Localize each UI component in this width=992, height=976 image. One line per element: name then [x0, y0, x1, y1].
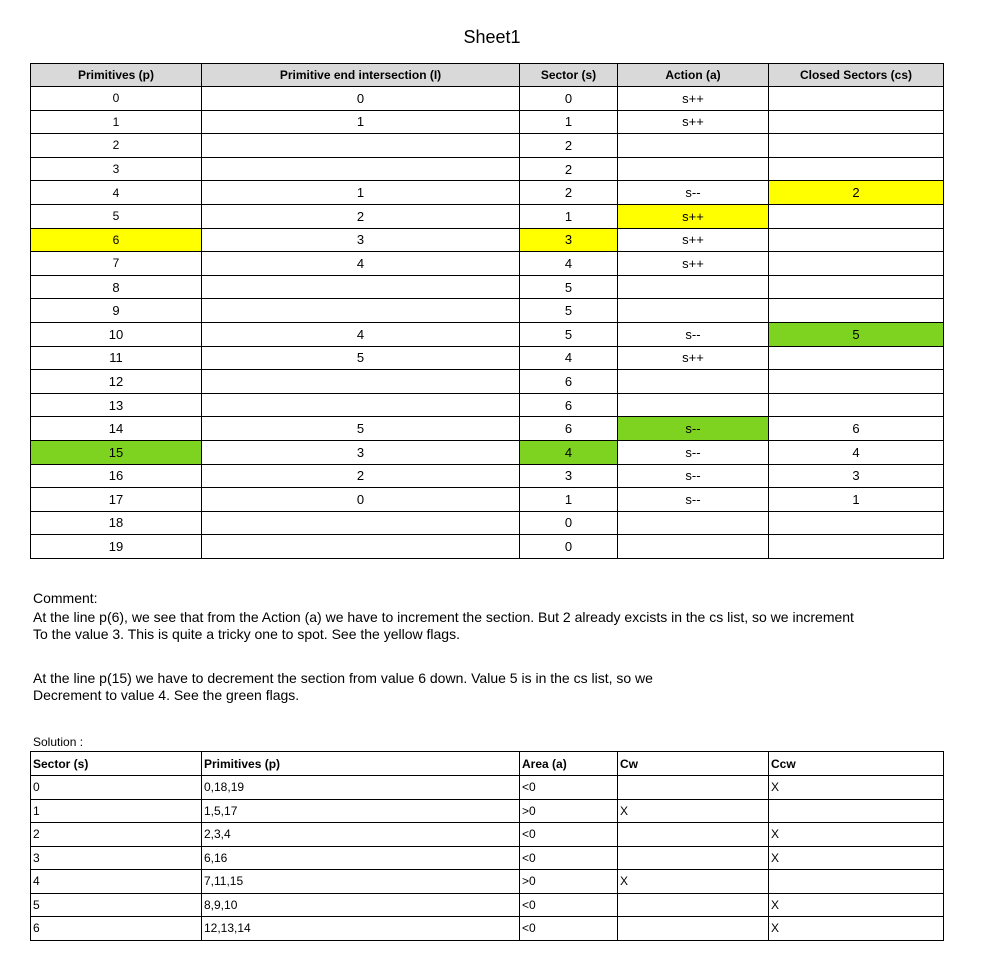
- cell-intersection: [202, 535, 520, 559]
- table-row: [31, 511, 944, 535]
- cell-primitive: 13: [31, 393, 202, 417]
- comment-heading: Comment:: [33, 590, 98, 606]
- sol-cell-area: <0: [520, 917, 618, 941]
- cell-intersection: 0: [202, 87, 520, 111]
- cell-closed-sector: 4: [769, 440, 944, 464]
- sol-cell-area: <0: [520, 776, 618, 800]
- cell-action: s--: [618, 464, 769, 488]
- cell-sector: 5: [520, 322, 618, 346]
- cell-sector: 5: [520, 299, 618, 323]
- cell-action: s++: [618, 204, 769, 228]
- sol-cell-area: >0: [520, 799, 618, 823]
- cell-primitive: 4: [31, 181, 202, 205]
- cell-sector: 1: [520, 488, 618, 512]
- cell-primitive: 18: [31, 511, 202, 535]
- cell-primitive: 15: [31, 440, 202, 464]
- cell-closed-sector: [769, 110, 944, 134]
- cell-closed-sector: [769, 228, 944, 252]
- cell-intersection: 3: [202, 440, 520, 464]
- sol-cell-area: >0: [520, 870, 618, 894]
- cell-intersection: 2: [202, 464, 520, 488]
- cell-action: s--: [618, 488, 769, 512]
- sol-header-cw: Cw: [618, 752, 769, 776]
- comment-p2-line1: At the line p(15) we have to decrement the section from value 6 down. Value 5 is in the cs list, so we: [33, 670, 653, 686]
- cell-intersection: 2: [202, 204, 520, 228]
- sol-cell-cw: [618, 893, 769, 917]
- cell-closed-sector: [769, 87, 944, 111]
- cell-action: s++: [618, 252, 769, 276]
- cell-action: s++: [618, 228, 769, 252]
- comment-p2-line2: Decrement to value 4. See the green flags.: [33, 687, 300, 703]
- cell-primitive: 6: [31, 228, 202, 252]
- sol-cell-sector: 5: [31, 893, 202, 917]
- sol-header-area: Area (a): [520, 752, 618, 776]
- cell-closed-sector: [769, 252, 944, 276]
- table-row: [31, 870, 944, 894]
- table-row: [31, 464, 944, 488]
- cell-sector: 0: [520, 87, 618, 111]
- cell-primitive: 0: [31, 87, 202, 111]
- table-row: [31, 299, 944, 323]
- table-row: [31, 846, 944, 870]
- cell-intersection: [202, 511, 520, 535]
- primitives-table: [30, 63, 944, 559]
- sol-cell-sector: 3: [31, 846, 202, 870]
- table-row: [31, 134, 944, 158]
- cell-intersection: [202, 299, 520, 323]
- sol-cell-sector: 6: [31, 917, 202, 941]
- table-row: [31, 488, 944, 512]
- table-row: [31, 893, 944, 917]
- sol-cell-area: <0: [520, 823, 618, 847]
- cell-primitive: 12: [31, 370, 202, 394]
- cell-sector: 3: [520, 228, 618, 252]
- cell-closed-sector: [769, 157, 944, 181]
- cell-intersection: [202, 275, 520, 299]
- comment-p1-line1: At the line p(6), we see that from the Action (a) we have to increment the section. But 2 already excists in the cs list, so we increment: [33, 609, 854, 625]
- sol-cell-cw: [618, 776, 769, 800]
- cell-intersection: 0: [202, 488, 520, 512]
- cell-intersection: 5: [202, 417, 520, 441]
- cell-sector: 6: [520, 370, 618, 394]
- cell-closed-sector: [769, 275, 944, 299]
- cell-action: s--: [618, 440, 769, 464]
- cell-primitive: 5: [31, 204, 202, 228]
- cell-sector: 6: [520, 417, 618, 441]
- sol-cell-sector: 2: [31, 823, 202, 847]
- table-row: [31, 204, 944, 228]
- table-row: [31, 417, 944, 441]
- table-row: [31, 322, 944, 346]
- table-row: [31, 393, 944, 417]
- sol-cell-area: <0: [520, 846, 618, 870]
- sol-cell-ccw: X: [769, 917, 944, 941]
- cell-action: [618, 535, 769, 559]
- cell-sector: 2: [520, 181, 618, 205]
- cell-action: [618, 157, 769, 181]
- cell-primitive: 9: [31, 299, 202, 323]
- sol-cell-ccw: X: [769, 823, 944, 847]
- cell-closed-sector: [769, 134, 944, 158]
- cell-sector: 2: [520, 134, 618, 158]
- solution-table: [30, 751, 944, 941]
- sol-cell-cw: [618, 823, 769, 847]
- cell-primitive: 17: [31, 488, 202, 512]
- sol-cell-primitives: 6,16: [202, 846, 520, 870]
- table-row: [31, 370, 944, 394]
- sol-cell-sector: 0: [31, 776, 202, 800]
- header-action: Action (a): [618, 64, 769, 87]
- sol-cell-sector: 4: [31, 870, 202, 894]
- header-sector: Sector (s): [520, 64, 618, 87]
- cell-action: [618, 370, 769, 394]
- cell-primitive: 16: [31, 464, 202, 488]
- sol-cell-cw: X: [618, 870, 769, 894]
- cell-action: [618, 134, 769, 158]
- table-row: [31, 776, 944, 800]
- cell-primitive: 2: [31, 134, 202, 158]
- cell-action: [618, 299, 769, 323]
- cell-action: s--: [618, 417, 769, 441]
- cell-action: s++: [618, 346, 769, 370]
- table-row: [31, 157, 944, 181]
- sol-cell-sector: 1: [31, 799, 202, 823]
- cell-primitive: 7: [31, 252, 202, 276]
- table-row: [31, 799, 944, 823]
- sol-cell-area: <0: [520, 893, 618, 917]
- cell-intersection: 1: [202, 181, 520, 205]
- header-closed-sectors: Closed Sectors (cs): [769, 64, 944, 87]
- cell-action: s++: [618, 110, 769, 134]
- solution-table-header: [31, 752, 944, 776]
- cell-sector: 4: [520, 252, 618, 276]
- sol-cell-ccw: [769, 799, 944, 823]
- sol-cell-primitives: 7,11,15: [202, 870, 520, 894]
- cell-action: [618, 511, 769, 535]
- sol-header-sector: Sector (s): [31, 752, 202, 776]
- sol-header-ccw: Ccw: [769, 752, 944, 776]
- cell-primitive: 10: [31, 322, 202, 346]
- cell-intersection: 4: [202, 322, 520, 346]
- cell-primitive: 11: [31, 346, 202, 370]
- cell-closed-sector: [769, 204, 944, 228]
- sheet-title: Sheet1: [463, 27, 521, 47]
- sol-cell-ccw: X: [769, 893, 944, 917]
- sol-cell-ccw: X: [769, 846, 944, 870]
- sol-cell-cw: [618, 917, 769, 941]
- cell-intersection: 3: [202, 228, 520, 252]
- cell-primitive: 14: [31, 417, 202, 441]
- table-row: [31, 181, 944, 205]
- sol-cell-primitives: 0,18,19: [202, 776, 520, 800]
- table-row: [31, 535, 944, 559]
- comment-p1-line2: To the value 3. This is quite a tricky one to spot. See the yellow flags.: [33, 626, 460, 642]
- header-intersection: Primitive end intersection (I): [202, 64, 520, 87]
- sol-cell-ccw: X: [769, 776, 944, 800]
- table-row: [31, 346, 944, 370]
- table-row: [31, 823, 944, 847]
- cell-action: s--: [618, 181, 769, 205]
- cell-sector: 2: [520, 157, 618, 181]
- cell-closed-sector: [769, 535, 944, 559]
- header-primitives: Primitives (p): [31, 64, 202, 87]
- cell-sector: 4: [520, 346, 618, 370]
- cell-sector: 5: [520, 275, 618, 299]
- cell-primitive: 19: [31, 535, 202, 559]
- table-row: [31, 275, 944, 299]
- sol-cell-cw: X: [618, 799, 769, 823]
- cell-closed-sector: 5: [769, 322, 944, 346]
- table-row: [31, 87, 944, 111]
- cell-primitive: 1: [31, 110, 202, 134]
- cell-intersection: [202, 157, 520, 181]
- sol-cell-ccw: [769, 870, 944, 894]
- table-row: [31, 228, 944, 252]
- cell-primitive: 8: [31, 275, 202, 299]
- cell-sector: 0: [520, 511, 618, 535]
- cell-closed-sector: [769, 511, 944, 535]
- sol-cell-cw: [618, 846, 769, 870]
- cell-closed-sector: 6: [769, 417, 944, 441]
- solution-label: Solution :: [33, 735, 84, 749]
- sol-cell-primitives: 12,13,14: [202, 917, 520, 941]
- cell-closed-sector: [769, 299, 944, 323]
- cell-action: s--: [618, 322, 769, 346]
- sol-cell-primitives: 1,5,17: [202, 799, 520, 823]
- primitives-table-header: [31, 64, 944, 87]
- cell-sector: 1: [520, 204, 618, 228]
- cell-intersection: [202, 370, 520, 394]
- cell-closed-sector: 1: [769, 488, 944, 512]
- sol-cell-primitives: 8,9,10: [202, 893, 520, 917]
- cell-action: [618, 275, 769, 299]
- cell-action: s++: [618, 87, 769, 111]
- sol-cell-primitives: 2,3,4: [202, 823, 520, 847]
- cell-closed-sector: [769, 346, 944, 370]
- cell-intersection: 1: [202, 110, 520, 134]
- cell-primitive: 3: [31, 157, 202, 181]
- cell-sector: 1: [520, 110, 618, 134]
- cell-intersection: [202, 134, 520, 158]
- table-row: [31, 917, 944, 941]
- cell-closed-sector: [769, 393, 944, 417]
- cell-intersection: 5: [202, 346, 520, 370]
- cell-sector: 0: [520, 535, 618, 559]
- table-row: [31, 440, 944, 464]
- table-row: [31, 110, 944, 134]
- table-row: [31, 252, 944, 276]
- cell-action: [618, 393, 769, 417]
- cell-sector: 3: [520, 464, 618, 488]
- cell-closed-sector: [769, 370, 944, 394]
- cell-intersection: 4: [202, 252, 520, 276]
- cell-closed-sector: 3: [769, 464, 944, 488]
- cell-intersection: [202, 393, 520, 417]
- cell-sector: 4: [520, 440, 618, 464]
- cell-closed-sector: 2: [769, 181, 944, 205]
- cell-sector: 6: [520, 393, 618, 417]
- sol-header-primitives: Primitives (p): [202, 752, 520, 776]
